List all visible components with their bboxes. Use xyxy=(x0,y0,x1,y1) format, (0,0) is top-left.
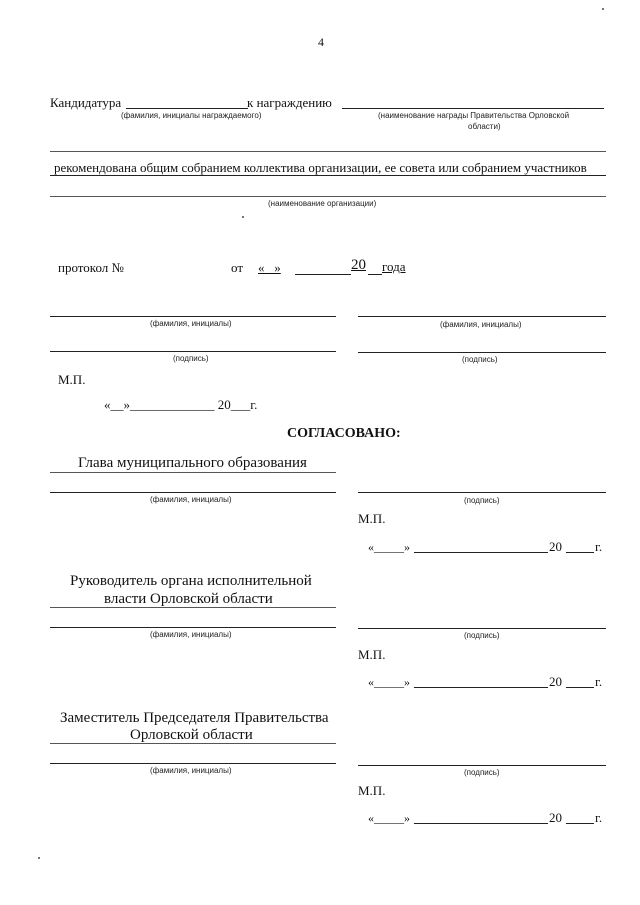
organization-name-field[interactable] xyxy=(50,196,606,197)
stray-dot xyxy=(242,216,244,218)
section-3-date-year: 20 xyxy=(549,810,562,825)
candidate-label: Кандидатура xyxy=(50,95,122,110)
section-1-date-year: 20 xyxy=(549,539,562,554)
section-2-name-field[interactable] xyxy=(50,627,336,628)
section-1-name-caption: (фамилия, инициалы) xyxy=(150,495,232,504)
scan-speck xyxy=(602,8,604,10)
protocol-year-field[interactable] xyxy=(368,274,382,275)
representative-name-field-right[interactable] xyxy=(358,316,606,317)
section-3-stamp: М.П. xyxy=(358,783,386,798)
award-caption-line1: (наименование награды Правительства Орловской xyxy=(378,111,570,120)
section-3-year-field[interactable] xyxy=(566,823,594,824)
names-caption-right: (фамилия, инициалы) xyxy=(440,320,522,329)
section-1-date-left: «_____» xyxy=(368,540,410,554)
scan-speck xyxy=(38,857,40,859)
date-line: «__»_____________ 20___г. xyxy=(104,397,258,412)
section-3-signature-caption: (подпись) xyxy=(464,768,500,777)
section-1-year-field[interactable] xyxy=(566,552,594,553)
continuation-line xyxy=(50,151,606,152)
candidate-name-field[interactable] xyxy=(126,108,248,109)
section-1-date-g: г. xyxy=(595,539,603,554)
section-2-date-g: г. xyxy=(595,674,603,689)
candidate-name-caption: (фамилия, инициалы награждаемого) xyxy=(121,111,262,120)
protocol-year-suffix: года xyxy=(382,259,406,274)
stamp-label: М.П. xyxy=(58,372,86,387)
section-1-title-underline xyxy=(50,472,336,473)
signature-caption-right: (подпись) xyxy=(462,355,498,364)
signature-field-left[interactable] xyxy=(50,351,336,352)
section-2-stamp: М.П. xyxy=(358,647,386,662)
section-2-date-year: 20 xyxy=(549,674,562,689)
protocol-year-prefix: 20 xyxy=(351,257,366,273)
signature-caption-left: (подпись) xyxy=(173,354,209,363)
section-3-signature-field[interactable] xyxy=(358,765,606,766)
section-2-name-caption: (фамилия, инициалы) xyxy=(150,630,232,639)
section-3-name-caption: (фамилия, инициалы) xyxy=(150,766,232,775)
recommended-text: рекомендована общим собранием коллектива организации, ее совета или собранием участников xyxy=(54,160,587,175)
recommended-underline xyxy=(50,175,606,176)
to-award-label: к награждению xyxy=(247,95,332,110)
names-caption-left: (фамилия, инициалы) xyxy=(150,319,232,328)
protocol-from-label: от xyxy=(231,260,244,275)
section-3-title-line2: Орловской области xyxy=(130,727,253,743)
award-name-field[interactable] xyxy=(342,108,604,109)
section-1-stamp: М.П. xyxy=(358,511,386,526)
page-number: 4 xyxy=(318,35,324,49)
section-3-date-g: г. xyxy=(595,810,603,825)
section-2-signature-field[interactable] xyxy=(358,628,606,629)
signature-field-right[interactable] xyxy=(358,352,606,353)
section-3-month-field[interactable] xyxy=(414,823,548,824)
section-1-title: Глава муниципального образования xyxy=(78,455,307,471)
representative-name-field-left[interactable] xyxy=(50,316,336,317)
protocol-label: протокол № xyxy=(58,260,124,275)
section-1-signature-field[interactable] xyxy=(358,492,606,493)
organization-caption: (наименование организации) xyxy=(268,199,377,208)
section-1-signature-caption: (подпись) xyxy=(464,496,500,505)
section-2-signature-caption: (подпись) xyxy=(464,631,500,640)
section-2-title-line2: власти Орловской области xyxy=(104,591,273,607)
award-caption-line2: области) xyxy=(468,122,501,131)
protocol-date-quotes: « » xyxy=(258,260,281,275)
section-1-month-field[interactable] xyxy=(414,552,548,553)
section-2-year-field[interactable] xyxy=(566,687,594,688)
section-3-title-line1: Заместитель Председателя Правительства xyxy=(60,710,329,726)
section-3-date-left: «_____» xyxy=(368,811,410,825)
section-3-name-field[interactable] xyxy=(50,763,336,764)
section-2-title-line1: Руководитель органа исполнительной xyxy=(70,573,312,589)
section-3-title-underline xyxy=(50,743,336,744)
protocol-month-field[interactable] xyxy=(295,274,351,275)
agreed-title: СОГЛАСОВАНО: xyxy=(287,426,401,441)
section-2-date-left: «_____» xyxy=(368,675,410,689)
section-2-title-underline xyxy=(50,607,336,608)
section-1-name-field[interactable] xyxy=(50,492,336,493)
section-2-month-field[interactable] xyxy=(414,687,548,688)
